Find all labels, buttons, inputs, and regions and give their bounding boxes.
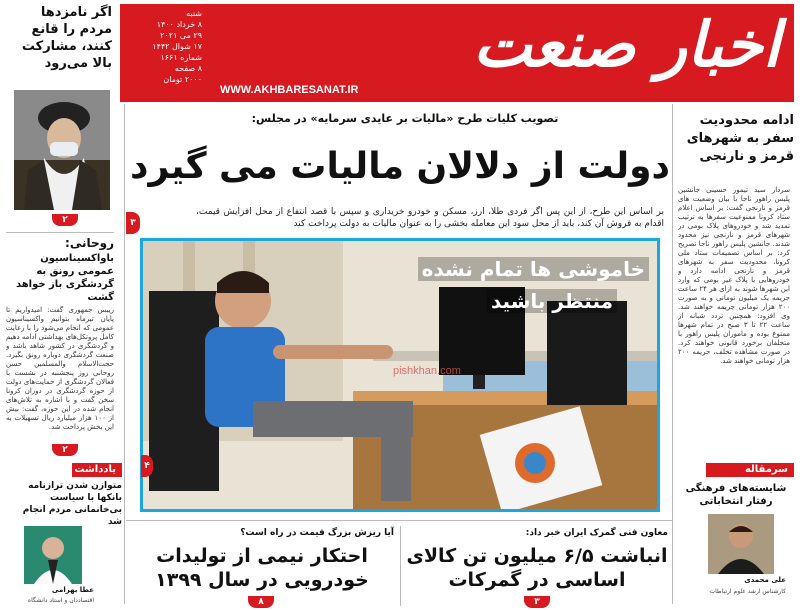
memo-author-photo	[24, 526, 82, 584]
photo-caption-1: خاموشی ها تمام نشده	[418, 257, 649, 281]
memo-label: یادداشت	[72, 463, 122, 477]
right-title[interactable]: ادامه محدودیت سفر به شهرهای قرمز و نارنجی	[686, 113, 794, 164]
masthead	[120, 4, 794, 102]
story2-kicker: آیا ریزش بزرگ قیمت در راه است؟	[240, 528, 394, 538]
photo-watermark: pishkhan.com	[393, 365, 461, 377]
date-line: ۱۷ شوال ۱۴۴۲	[152, 42, 202, 51]
rouhani-body: رییس جمهوری گفت: امیدواریم تا پایان تیرماه بتوانیم واکسیناسیون عمومی که انجام می‌شود را با رعایت کامل پروتکل‌های بهداشتی ادامه دهیم و گردشگری در کشور شاهد باشد و صنعت گردشگری دوباره رونق بگیرد. حجت‌الاسلام والمسلمین حسن روحانی روز پنجشنبه در نشست با فعالان گردشگری از حمایت‌های دولت از حوزه گردشگری در دوران کرونا سخن گفت و با اشاره به تلاش‌های انجام شده در این حوزه، گفت: بیش از ۱۰۰ هزار میلیارد ریال تسهیلات به این بخش پرداخت شد.	[6, 306, 114, 431]
page-badge[interactable]: ۳	[126, 212, 140, 234]
date-line: ۲۰۰۰ تومان	[163, 75, 202, 84]
story2-title[interactable]: احتکار نیمی از تولیدات خودرویی در سال ۱۳۹۹	[155, 545, 369, 591]
page-badge[interactable]: ۴	[141, 455, 153, 477]
masthead-website[interactable]: WWW.AKHBARESANAT.IR	[220, 84, 359, 96]
story1-title[interactable]: انباشت ۶/۵ میلیون تن کالای اساسی در گمرکات	[406, 545, 668, 591]
date-line: شنبه	[186, 9, 202, 18]
leader-portrait	[14, 90, 110, 210]
divider	[6, 232, 114, 233]
column-role: کارشناس ارشد علوم ارتباطات	[709, 588, 786, 595]
column-author: علی محمدی	[744, 576, 786, 584]
rouhani-title[interactable]: باواکسیناسیون عمومی رونق به گردشگری باز خواهد گشت	[15, 253, 114, 303]
date-line: ۸ صفحه	[174, 64, 202, 73]
photo-caption-2: منتظر باشید	[487, 289, 617, 313]
author-image	[708, 514, 774, 574]
masthead-date-block	[124, 6, 206, 98]
story1-kicker: معاون فنی گمرک ایران خبر داد:	[525, 528, 668, 538]
column-divider	[672, 104, 673, 604]
portrait-image	[14, 90, 110, 210]
page-badge[interactable]: ۳	[524, 596, 550, 608]
rouhani-head: روحانی:	[65, 236, 114, 250]
memo-role: اقتصاددان و استاد دانشگاه	[27, 597, 94, 604]
author-image	[24, 526, 82, 584]
lead-photo[interactable]	[140, 238, 660, 512]
lead-headline[interactable]: دولت از دلالان مالیات می گیرد	[130, 146, 670, 187]
column-label: سرمقاله	[706, 463, 794, 477]
column-title[interactable]: شایسته‌های فرهنگی رفتار انتخاباتی	[685, 483, 787, 507]
masthead-logo: اخبار صنعت	[473, 8, 780, 81]
lead-body: بر اساس این طرح، از این پس اگر فردی طلا، ارز، مسکن و خودرو خریداری و سپس با قصد انتفاع از محل افزایش قیمت، اقدام به فروش آن کند، باید از محل سود این معامله بخشی را به عنوان مالیات به دولت پرداخت کند	[196, 207, 664, 229]
date-line: ۲۹ می ۲۰۲۱	[160, 31, 202, 40]
date-line: ۸ خرداد ۱۴۰۰	[156, 20, 202, 29]
memo-title[interactable]: متوازن شدن ترازنامه بانکها با سیاست بی‌خانمانی مردم انجام شد	[22, 481, 122, 527]
column-divider	[124, 104, 125, 604]
page-badge[interactable]: ۲	[52, 214, 78, 226]
column-divider	[400, 526, 401, 606]
divider	[126, 520, 672, 521]
page-badge[interactable]: ۲	[52, 444, 78, 456]
memo-author: عطا بهرامی	[51, 586, 94, 594]
column-author-photo	[708, 514, 774, 574]
page-badge[interactable]: ۸	[248, 596, 274, 608]
date-line: شماره ۱۶۶۱	[160, 53, 202, 62]
right-body: سردار سید تیمور حسینی جانشین پلیس راهور ناجا با بیان وضعیت های قرمز و نارنجی گفت: بر اساس اعلام ستاد کرونا ممنوعیت سفرها به ترتیب تمدید شد و خودروهای پلاک بومی در شهرهای قرمز و نارنجی نیز محدود شدند. جانشین پلیس راهور ناجا تصریح کرد: بر اساس تصمیمات ستاد ملی کرونا، محدودیت سفر به شهرهای قرمز و نارنجی ادامه دارد و خودروهایی با پلاک غیر بومی که وارد این شهرها شوند به ازای هر ۲۴ ساعت جریمه یک میلیون تومانی و به صورت ۲۰۰ هزار تومانی جریمه خواهند شد. وی افزود: همچنین تردد شبانه از ساعت ۲۲ تا ۳ صبح در تمام شهرها ممنوع بوده و ماموران پلیس راهور با متخلفان برخورد قانونی خواهند کرد. در صورت مشاهده تخلف، جریمه ۲۰۰ هزار تومانی خواهند شد.	[678, 186, 790, 365]
lead-kicker: تصویب کلیات طرح «مالیات بر عایدی سرمایه» در مجلس:	[251, 112, 559, 125]
left-headline[interactable]: اگر نامزدها مردم را قانع کنند، مشارکت بالا می‌رود	[21, 5, 112, 71]
